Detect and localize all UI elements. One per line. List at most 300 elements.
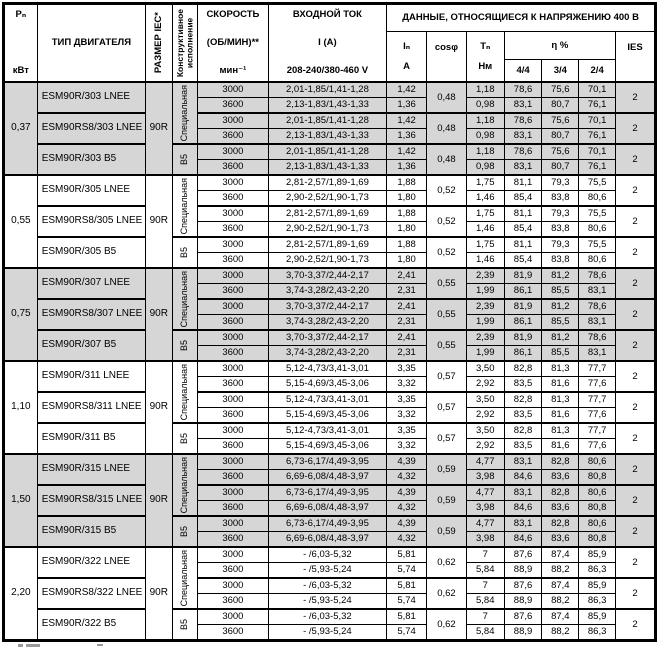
eta-24-value: 80,6 xyxy=(579,253,616,269)
speed-value: 3000 xyxy=(198,113,269,129)
cos-value: 0,52 xyxy=(427,175,467,206)
tn-value: 4,77 xyxy=(466,516,504,532)
header-400v-data: ДАННЫЕ, ОТНОСЯЩИЕСЯ К НАПРЯЖЕНИЮ 400 В xyxy=(387,4,656,32)
eta-34-value: 80,7 xyxy=(542,98,579,114)
tn-value: 0,98 xyxy=(466,160,504,176)
eta-24-value: 77,6 xyxy=(579,377,616,393)
ies-value: 2 xyxy=(616,82,656,113)
header-pn xyxy=(4,4,38,83)
in-value: 1,80 xyxy=(387,253,427,269)
current-value: 5,12-4,73/3,41-3,01 xyxy=(268,423,387,439)
motor-spec-table xyxy=(2,2,657,642)
current-value: 6,69-6,08/4,48-3,97 xyxy=(268,501,387,517)
speed-value: 3000 xyxy=(198,423,269,439)
current-value: - /6,03-5,32 xyxy=(268,609,387,625)
eta-24-value: 85,9 xyxy=(579,609,616,625)
ies-value: 2 xyxy=(616,175,656,206)
motor-type: ESM90R/305 B5 xyxy=(37,237,145,268)
eta-34-value: 87,4 xyxy=(542,609,579,625)
eta-44-value: 86,1 xyxy=(504,346,542,362)
tn-value: 3,98 xyxy=(466,501,504,517)
in-value: 2,41 xyxy=(387,268,427,284)
speed-value: 3600 xyxy=(198,532,269,548)
iec-size-value: 90R xyxy=(146,175,173,268)
tn-value: 1,18 xyxy=(466,144,504,160)
eta-24-value: 83,1 xyxy=(579,346,616,362)
construction-b5: В5 xyxy=(172,609,198,641)
current-value: 5,15-4,69/3,45-3,06 xyxy=(268,377,387,393)
header-in xyxy=(387,32,427,83)
speed-value: 3000 xyxy=(198,454,269,470)
motor-type: ESM90R/315 LNEE xyxy=(37,454,145,485)
speed-value: 3000 xyxy=(198,330,269,346)
speed-value: 3600 xyxy=(198,160,269,176)
header-pn-symbol: Pₙ xyxy=(15,9,27,20)
in-value: 4,39 xyxy=(387,516,427,532)
pn-value: 2,20 xyxy=(4,547,38,641)
tn-value: 2,39 xyxy=(466,330,504,346)
eta-34-value: 83,6 xyxy=(542,532,579,548)
in-value: 5,81 xyxy=(387,578,427,594)
tn-value: 1,18 xyxy=(466,82,504,98)
eta-34-value: 83,6 xyxy=(542,470,579,486)
construction-special: Специальная xyxy=(172,175,198,237)
eta-24-value: 76,1 xyxy=(579,160,616,176)
speed-value: 3600 xyxy=(198,191,269,207)
motor-type: ESM90RS8/322 LNEE xyxy=(37,578,145,609)
header-cos-phi xyxy=(427,32,467,83)
header-construction-line2: исполнение xyxy=(183,17,194,69)
current-value: 2,01-1,85/1,41-1,28 xyxy=(268,113,387,129)
in-value: 4,32 xyxy=(387,532,427,548)
tn-value: 5,84 xyxy=(466,594,504,610)
eta-34-value: 88,2 xyxy=(542,594,579,610)
eta-34-value: 75,6 xyxy=(542,144,579,160)
iec-size-value: 90R xyxy=(146,268,173,361)
current-value: 3,74-3,28/2,43-2,20 xyxy=(268,315,387,331)
header-tn-symbol: Tₙ xyxy=(480,40,491,52)
eta-44-value: 83,5 xyxy=(504,439,542,455)
current-value: 3,74-3,28/2,43-2,20 xyxy=(268,284,387,300)
eta-44-value: 83,1 xyxy=(504,485,542,501)
eta-44-value: 81,1 xyxy=(504,237,542,253)
current-value: 6,73-6,17/4,49-3,95 xyxy=(268,485,387,501)
speed-value: 3000 xyxy=(198,547,269,563)
eta-24-value: 75,5 xyxy=(579,237,616,253)
tn-value: 1,75 xyxy=(466,175,504,191)
current-value: 6,69-6,08/4,48-3,97 xyxy=(268,532,387,548)
eta-34-value: 79,3 xyxy=(542,237,579,253)
eta-24-value: 83,1 xyxy=(579,315,616,331)
header-iec-size xyxy=(146,4,173,83)
in-value: 5,74 xyxy=(387,594,427,610)
header-cos-label: cosφ xyxy=(434,42,459,53)
eta-44-value: 85,4 xyxy=(504,191,542,207)
motor-type: ESM90R/322 LNEE xyxy=(37,547,145,578)
tn-value: 7 xyxy=(466,578,504,594)
current-value: - /5,93-5,24 xyxy=(268,625,387,641)
tn-value: 7 xyxy=(466,609,504,625)
header-current-l3: 208-240/380-460 V xyxy=(286,65,369,77)
in-value: 2,41 xyxy=(387,330,427,346)
cos-value: 0,55 xyxy=(427,268,467,299)
speed-value: 3000 xyxy=(198,299,269,315)
table-header xyxy=(4,4,656,83)
in-value: 1,36 xyxy=(387,160,427,176)
header-ies-label: IES xyxy=(627,42,643,53)
current-value: 2,13-1,83/1,43-1,33 xyxy=(268,160,387,176)
cos-value: 0,57 xyxy=(427,423,467,454)
cos-value: 0,55 xyxy=(427,299,467,330)
eta-34-value: 80,7 xyxy=(542,129,579,145)
eta-24-value: 80,6 xyxy=(579,516,616,532)
eta-34-value: 85,5 xyxy=(542,346,579,362)
eta-24-value: 77,6 xyxy=(579,439,616,455)
current-value: 2,90-2,52/1,90-1,73 xyxy=(268,191,387,207)
in-value: 1,88 xyxy=(387,237,427,253)
eta-44-value: 88,9 xyxy=(504,563,542,579)
tn-value: 3,50 xyxy=(466,361,504,377)
header-pn-unit: кВт xyxy=(12,65,29,77)
eta-44-value: 83,1 xyxy=(504,160,542,176)
eta-44-value: 82,8 xyxy=(504,392,542,408)
in-value: 3,35 xyxy=(387,423,427,439)
cos-value: 0,52 xyxy=(427,206,467,237)
eta-44-value: 84,6 xyxy=(504,470,542,486)
header-eta-44: 4/4 xyxy=(504,60,542,82)
construction-b5: В5 xyxy=(172,516,198,547)
construction-b5: В5 xyxy=(172,237,198,268)
eta-44-value: 83,1 xyxy=(504,98,542,114)
header-construction xyxy=(172,4,198,83)
cos-value: 0,59 xyxy=(427,454,467,485)
tn-value: 3,98 xyxy=(466,470,504,486)
eta-44-value: 87,6 xyxy=(504,609,542,625)
eta-34-value: 88,2 xyxy=(542,625,579,641)
cos-value: 0,59 xyxy=(427,516,467,547)
current-value: 2,01-1,85/1,41-1,28 xyxy=(268,144,387,160)
current-value: 3,70-3,37/2,44-2,17 xyxy=(268,330,387,346)
speed-value: 3000 xyxy=(198,175,269,191)
in-value: 5,81 xyxy=(387,609,427,625)
current-value: 5,15-4,69/3,45-3,06 xyxy=(268,439,387,455)
eta-44-value: 88,9 xyxy=(504,625,542,641)
ies-value: 2 xyxy=(616,578,656,609)
tn-value: 2,92 xyxy=(466,439,504,455)
eta-34-value: 85,5 xyxy=(542,284,579,300)
pn-value: 0,37 xyxy=(4,82,38,175)
tn-value: 1,75 xyxy=(466,237,504,253)
construction-b5: В5 xyxy=(172,423,198,454)
speed-value: 3000 xyxy=(198,392,269,408)
cos-value: 0,62 xyxy=(427,609,467,641)
current-value: 3,70-3,37/2,44-2,17 xyxy=(268,299,387,315)
in-value: 4,39 xyxy=(387,485,427,501)
ies-value: 2 xyxy=(616,268,656,299)
eta-44-value: 85,4 xyxy=(504,222,542,238)
eta-44-value: 86,1 xyxy=(504,284,542,300)
eta-24-value: 85,9 xyxy=(579,547,616,563)
tn-value: 2,39 xyxy=(466,299,504,315)
current-value: 3,74-3,28/2,43-2,20 xyxy=(268,346,387,362)
cos-value: 0,55 xyxy=(427,330,467,361)
pn-value: 0,55 xyxy=(4,175,38,268)
ies-value: 2 xyxy=(616,547,656,578)
eta-24-value: 77,7 xyxy=(579,361,616,377)
current-value: 6,69-6,08/4,48-3,97 xyxy=(268,470,387,486)
cos-value: 0,57 xyxy=(427,361,467,392)
speed-value: 3000 xyxy=(198,268,269,284)
motor-type: ESM90RS8/311 LNEE xyxy=(37,392,145,423)
speed-value: 3600 xyxy=(198,129,269,145)
in-value: 1,36 xyxy=(387,129,427,145)
in-value: 2,31 xyxy=(387,315,427,331)
eta-34-value: 88,2 xyxy=(542,563,579,579)
motor-type: ESM90R/305 LNEE xyxy=(37,175,145,206)
eta-24-value: 86,3 xyxy=(579,563,616,579)
header-tn xyxy=(466,32,504,83)
speed-value: 3000 xyxy=(198,609,269,625)
footnote-clipped xyxy=(2,644,658,653)
eta-34-value: 81,2 xyxy=(542,330,579,346)
eta-24-value: 86,3 xyxy=(579,625,616,641)
in-value: 5,74 xyxy=(387,563,427,579)
motor-type: ESM90RS8/305 LNEE xyxy=(37,206,145,237)
speed-value: 3600 xyxy=(198,284,269,300)
cos-value: 0,62 xyxy=(427,578,467,609)
construction-special: Специальная xyxy=(172,454,198,516)
ies-value: 2 xyxy=(616,113,656,144)
pn-value: 1,10 xyxy=(4,361,38,454)
in-value: 4,39 xyxy=(387,454,427,470)
eta-44-value: 83,1 xyxy=(504,129,542,145)
in-value: 3,35 xyxy=(387,361,427,377)
speed-value: 3600 xyxy=(198,315,269,331)
eta-24-value: 80,6 xyxy=(579,454,616,470)
header-motor-type: ТИП ДВИГАТЕЛЯ xyxy=(37,4,145,83)
current-value: 2,01-1,85/1,41-1,28 xyxy=(268,82,387,98)
eta-24-value: 75,5 xyxy=(579,206,616,222)
current-value: 3,70-3,37/2,44-2,17 xyxy=(268,268,387,284)
eta-34-value: 85,5 xyxy=(542,315,579,331)
header-in-unit: A xyxy=(403,60,411,72)
in-value: 1,80 xyxy=(387,191,427,207)
construction-b5: В5 xyxy=(172,144,198,175)
eta-44-value: 87,6 xyxy=(504,547,542,563)
eta-44-value: 82,8 xyxy=(504,361,542,377)
header-speed-l3: мин⁻¹ xyxy=(219,65,247,77)
eta-34-value: 80,7 xyxy=(542,160,579,176)
ies-value: 2 xyxy=(616,516,656,547)
cos-value: 0,48 xyxy=(427,144,467,175)
current-value: - /6,03-5,32 xyxy=(268,578,387,594)
ies-value: 2 xyxy=(616,423,656,454)
eta-24-value: 80,6 xyxy=(579,222,616,238)
eta-24-value: 83,1 xyxy=(579,284,616,300)
header-in-symbol: Iₙ xyxy=(403,40,411,52)
current-value: 2,90-2,52/1,90-1,73 xyxy=(268,253,387,269)
eta-24-value: 76,1 xyxy=(579,98,616,114)
cos-value: 0,48 xyxy=(427,113,467,144)
cos-value: 0,57 xyxy=(427,392,467,423)
eta-44-value: 81,1 xyxy=(504,206,542,222)
eta-34-value: 79,3 xyxy=(542,206,579,222)
eta-34-value: 75,6 xyxy=(542,82,579,98)
header-current-l1: ВХОДНОЙ ТОК xyxy=(292,9,362,20)
ies-value: 2 xyxy=(616,361,656,392)
header-construction-line1: Конструктивное xyxy=(174,8,185,78)
eta-24-value: 70,1 xyxy=(579,82,616,98)
eta-34-value: 81,6 xyxy=(542,377,579,393)
eta-44-value: 82,8 xyxy=(504,423,542,439)
tn-value: 5,84 xyxy=(466,563,504,579)
eta-24-value: 78,6 xyxy=(579,268,616,284)
motor-type: ESM90R/307 LNEE xyxy=(37,268,145,299)
eta-24-value: 80,6 xyxy=(579,485,616,501)
tn-value: 2,92 xyxy=(466,377,504,393)
tn-value: 4,77 xyxy=(466,485,504,501)
in-value: 1,42 xyxy=(387,144,427,160)
ies-value: 2 xyxy=(616,609,656,641)
in-value: 2,31 xyxy=(387,346,427,362)
eta-44-value: 84,6 xyxy=(504,501,542,517)
cos-value: 0,59 xyxy=(427,485,467,516)
eta-44-value: 81,9 xyxy=(504,299,542,315)
motor-type: ESM90RS8/315 LNEE xyxy=(37,485,145,516)
current-value: 5,15-4,69/3,45-3,06 xyxy=(268,408,387,424)
in-value: 2,41 xyxy=(387,299,427,315)
in-value: 1,42 xyxy=(387,82,427,98)
speed-value: 3000 xyxy=(198,578,269,594)
in-value: 1,42 xyxy=(387,113,427,129)
eta-24-value: 76,1 xyxy=(579,129,616,145)
motor-type: ESM90RS8/307 LNEE xyxy=(37,299,145,330)
current-value: 2,13-1,83/1,43-1,33 xyxy=(268,129,387,145)
header-eta-24: 2/4 xyxy=(579,60,616,82)
ies-value: 2 xyxy=(616,299,656,330)
eta-44-value: 81,1 xyxy=(504,175,542,191)
eta-34-value: 75,6 xyxy=(542,113,579,129)
eta-24-value: 85,9 xyxy=(579,578,616,594)
motor-type: ESM90R/311 B5 xyxy=(37,423,145,454)
current-value: - /6,03-5,32 xyxy=(268,547,387,563)
tn-value: 0,98 xyxy=(466,98,504,114)
header-tn-unit: Нм xyxy=(478,60,493,72)
motor-type: ESM90R/303 B5 xyxy=(37,144,145,175)
tn-value: 1,99 xyxy=(466,315,504,331)
eta-34-value: 87,4 xyxy=(542,578,579,594)
tn-value: 3,50 xyxy=(466,392,504,408)
construction-special: Специальная xyxy=(172,361,198,423)
header-ies xyxy=(616,32,656,83)
eta-24-value: 80,8 xyxy=(579,532,616,548)
tn-value: 2,92 xyxy=(466,408,504,424)
tn-value: 1,75 xyxy=(466,206,504,222)
pn-value: 1,50 xyxy=(4,454,38,547)
eta-24-value: 80,6 xyxy=(579,191,616,207)
header-input-current xyxy=(268,4,387,83)
current-value: 6,73-6,17/4,49-3,95 xyxy=(268,454,387,470)
iec-size-value: 90R xyxy=(146,361,173,454)
eta-24-value: 78,6 xyxy=(579,299,616,315)
current-value: 2,90-2,52/1,90-1,73 xyxy=(268,222,387,238)
in-value: 4,32 xyxy=(387,501,427,517)
construction-special: Специальная xyxy=(172,268,198,330)
eta-44-value: 81,9 xyxy=(504,330,542,346)
eta-44-value: 86,1 xyxy=(504,315,542,331)
header-iec-size-label: РАЗМЕР IEC* xyxy=(152,12,164,74)
ies-value: 2 xyxy=(616,485,656,516)
in-value: 5,74 xyxy=(387,625,427,641)
motor-type: ESM90R/311 LNEE xyxy=(37,361,145,392)
ies-value: 2 xyxy=(616,144,656,175)
eta-24-value: 86,3 xyxy=(579,594,616,610)
in-value: 1,36 xyxy=(387,98,427,114)
tn-value: 3,98 xyxy=(466,532,504,548)
speed-value: 3600 xyxy=(198,594,269,610)
speed-value: 3000 xyxy=(198,82,269,98)
tn-value: 3,50 xyxy=(466,423,504,439)
speed-value: 3000 xyxy=(198,237,269,253)
eta-44-value: 84,6 xyxy=(504,532,542,548)
construction-b5: В5 xyxy=(172,330,198,361)
header-speed-l2: (ОБ/МИН)** xyxy=(206,37,259,49)
tn-value: 1,99 xyxy=(466,346,504,362)
eta-34-value: 81,3 xyxy=(542,392,579,408)
header-eta-34: 3/4 xyxy=(542,60,579,82)
eta-34-value: 82,8 xyxy=(542,516,579,532)
in-value: 4,32 xyxy=(387,470,427,486)
eta-34-value: 87,4 xyxy=(542,547,579,563)
in-value: 5,81 xyxy=(387,547,427,563)
eta-24-value: 70,1 xyxy=(579,113,616,129)
motor-type: ESM90R/322 B5 xyxy=(37,609,145,641)
tn-value: 4,77 xyxy=(466,454,504,470)
eta-44-value: 81,9 xyxy=(504,268,542,284)
tn-value: 1,18 xyxy=(466,113,504,129)
tn-value: 0,98 xyxy=(466,129,504,145)
eta-34-value: 81,6 xyxy=(542,439,579,455)
speed-value: 3000 xyxy=(198,485,269,501)
tn-value: 1,46 xyxy=(466,222,504,238)
speed-value: 3600 xyxy=(198,625,269,641)
tn-value: 2,39 xyxy=(466,268,504,284)
ies-value: 2 xyxy=(616,392,656,423)
header-current-l2: I (A) xyxy=(318,37,337,49)
ies-value: 2 xyxy=(616,206,656,237)
speed-value: 3600 xyxy=(198,346,269,362)
iec-size-value: 90R xyxy=(146,454,173,547)
eta-34-value: 81,2 xyxy=(542,299,579,315)
eta-44-value: 85,4 xyxy=(504,253,542,269)
eta-44-value: 83,1 xyxy=(504,516,542,532)
current-value: - /5,93-5,24 xyxy=(268,563,387,579)
eta-34-value: 83,8 xyxy=(542,191,579,207)
tn-value: 1,46 xyxy=(466,253,504,269)
speed-value: 3000 xyxy=(198,361,269,377)
construction-special: Специальная xyxy=(172,82,198,144)
eta-34-value: 82,8 xyxy=(542,485,579,501)
header-speed xyxy=(198,4,269,83)
in-value: 2,31 xyxy=(387,284,427,300)
eta-24-value: 77,7 xyxy=(579,423,616,439)
eta-44-value: 78,6 xyxy=(504,82,542,98)
speed-value: 3600 xyxy=(198,501,269,517)
eta-44-value: 87,6 xyxy=(504,578,542,594)
in-value: 1,88 xyxy=(387,206,427,222)
current-value: 2,81-2,57/1,89-1,69 xyxy=(268,237,387,253)
motor-type: ESM90R/315 B5 xyxy=(37,516,145,547)
